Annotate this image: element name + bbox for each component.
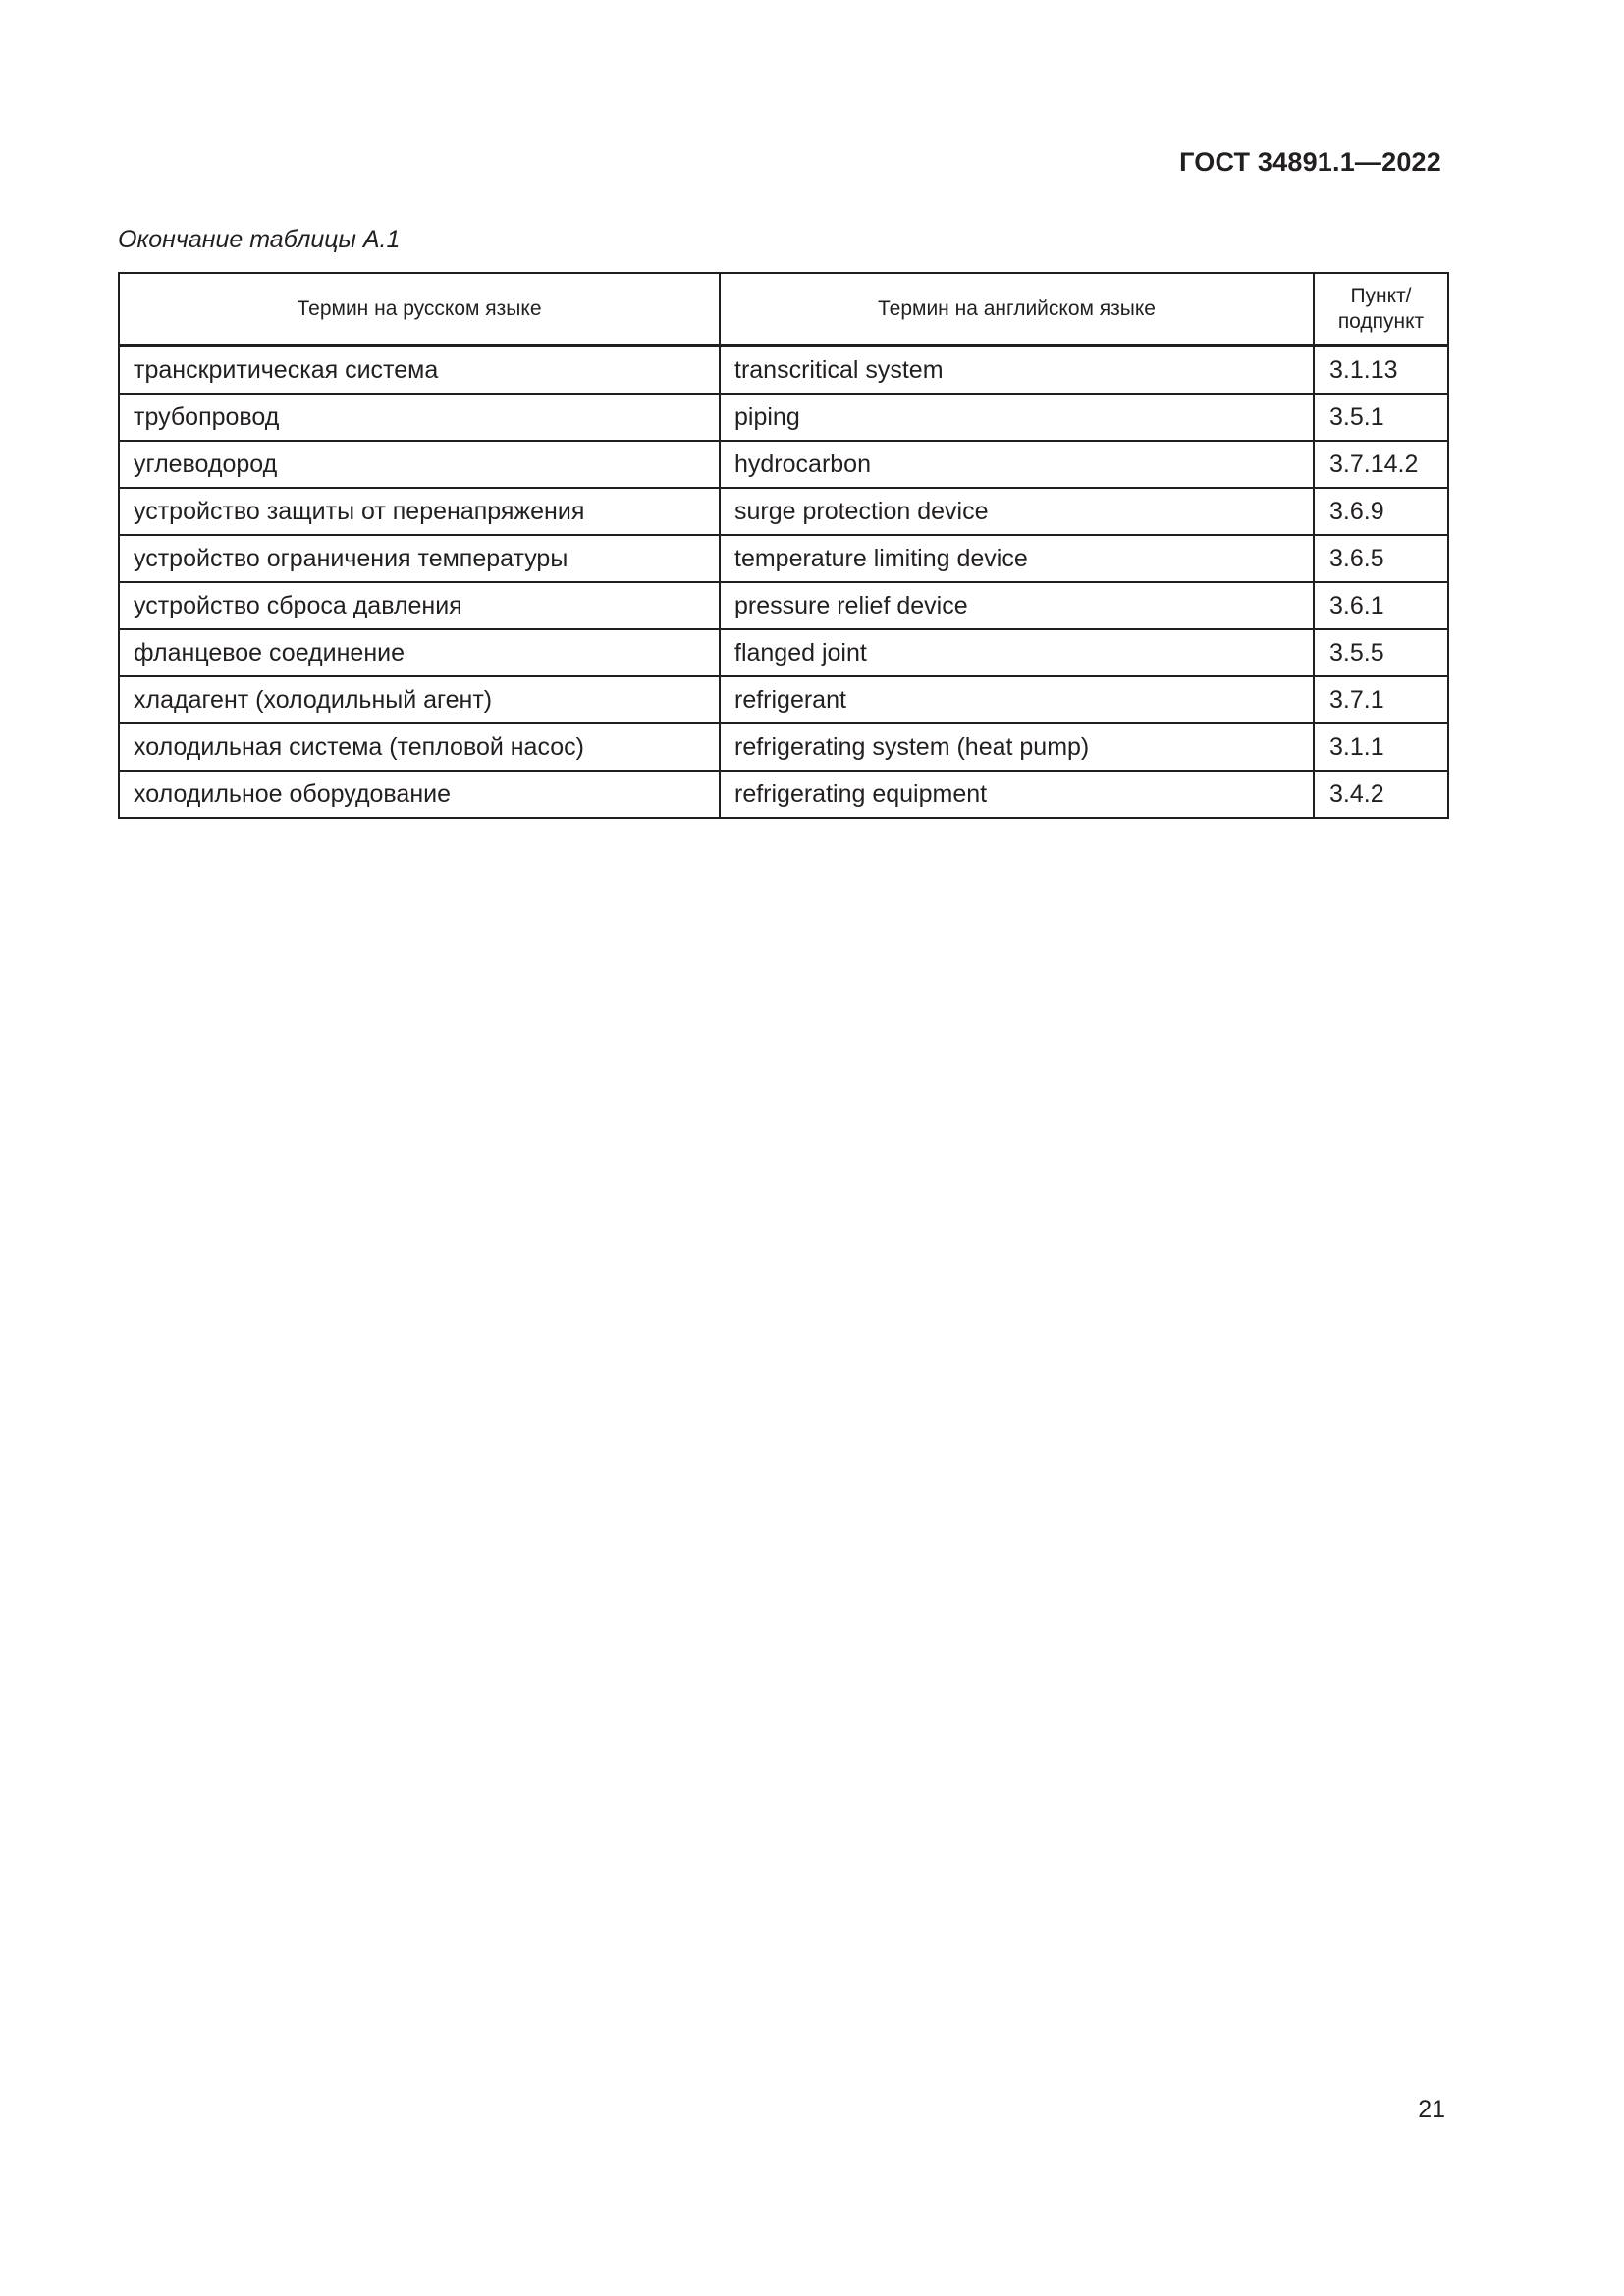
cell-english-term: surge protection device [720, 488, 1314, 535]
header-russian-term: Термин на русском языке [119, 273, 720, 346]
page-number: 21 [1418, 2096, 1445, 2123]
header-english-term: Термин на английском языке [720, 273, 1314, 346]
table-row [119, 723, 1448, 771]
header-point-line2: подпункт [1337, 309, 1425, 333]
cell-russian-term: транскритическая система [119, 346, 720, 394]
terms-table [118, 272, 1449, 819]
cell-english-term: piping [720, 394, 1314, 441]
cell-russian-term: устройство ограничения температуры [119, 535, 720, 582]
cell-russian-term: холодильная система (тепловой насос) [119, 723, 720, 771]
cell-russian-term: углеводород [119, 441, 720, 488]
table-row [119, 629, 1448, 676]
cell-point: 3.5.5 [1314, 629, 1448, 676]
cell-point: 3.7.1 [1314, 676, 1448, 723]
table-row [119, 488, 1448, 535]
cell-russian-term: устройство защиты от перенапряжения [119, 488, 720, 535]
table-row [119, 394, 1448, 441]
document-code: ГОСТ 34891.1—2022 [1179, 147, 1441, 177]
cell-english-term: refrigerant [720, 676, 1314, 723]
cell-english-term: hydrocarbon [720, 441, 1314, 488]
table-row [119, 441, 1448, 488]
header-point [1314, 273, 1448, 346]
cell-point: 3.5.1 [1314, 394, 1448, 441]
cell-english-term: pressure relief device [720, 582, 1314, 629]
cell-russian-term: фланцевое соединение [119, 629, 720, 676]
cell-russian-term: хладагент (холодильный агент) [119, 676, 720, 723]
cell-point: 3.4.2 [1314, 771, 1448, 818]
cell-point: 3.1.1 [1314, 723, 1448, 771]
table-header-row [119, 273, 1448, 346]
table-row [119, 346, 1448, 394]
cell-russian-term: устройство сброса давления [119, 582, 720, 629]
cell-english-term: refrigerating equipment [720, 771, 1314, 818]
header-point-line1: Пункт/ [1350, 284, 1412, 307]
table-row [119, 771, 1448, 818]
cell-point: 3.7.14.2 [1314, 441, 1448, 488]
table-row [119, 582, 1448, 629]
cell-english-term: flanged joint [720, 629, 1314, 676]
table-row [119, 676, 1448, 723]
cell-point: 3.6.9 [1314, 488, 1448, 535]
cell-english-term: refrigerating system (heat pump) [720, 723, 1314, 771]
cell-english-term: temperature limiting device [720, 535, 1314, 582]
cell-russian-term: трубопровод [119, 394, 720, 441]
cell-english-term: transcritical system [720, 346, 1314, 394]
cell-point: 3.1.13 [1314, 346, 1448, 394]
cell-russian-term: холодильное оборудование [119, 771, 720, 818]
table-row [119, 535, 1448, 582]
table-caption: Окончание таблицы А.1 [118, 226, 401, 253]
cell-point: 3.6.1 [1314, 582, 1448, 629]
cell-point: 3.6.5 [1314, 535, 1448, 582]
